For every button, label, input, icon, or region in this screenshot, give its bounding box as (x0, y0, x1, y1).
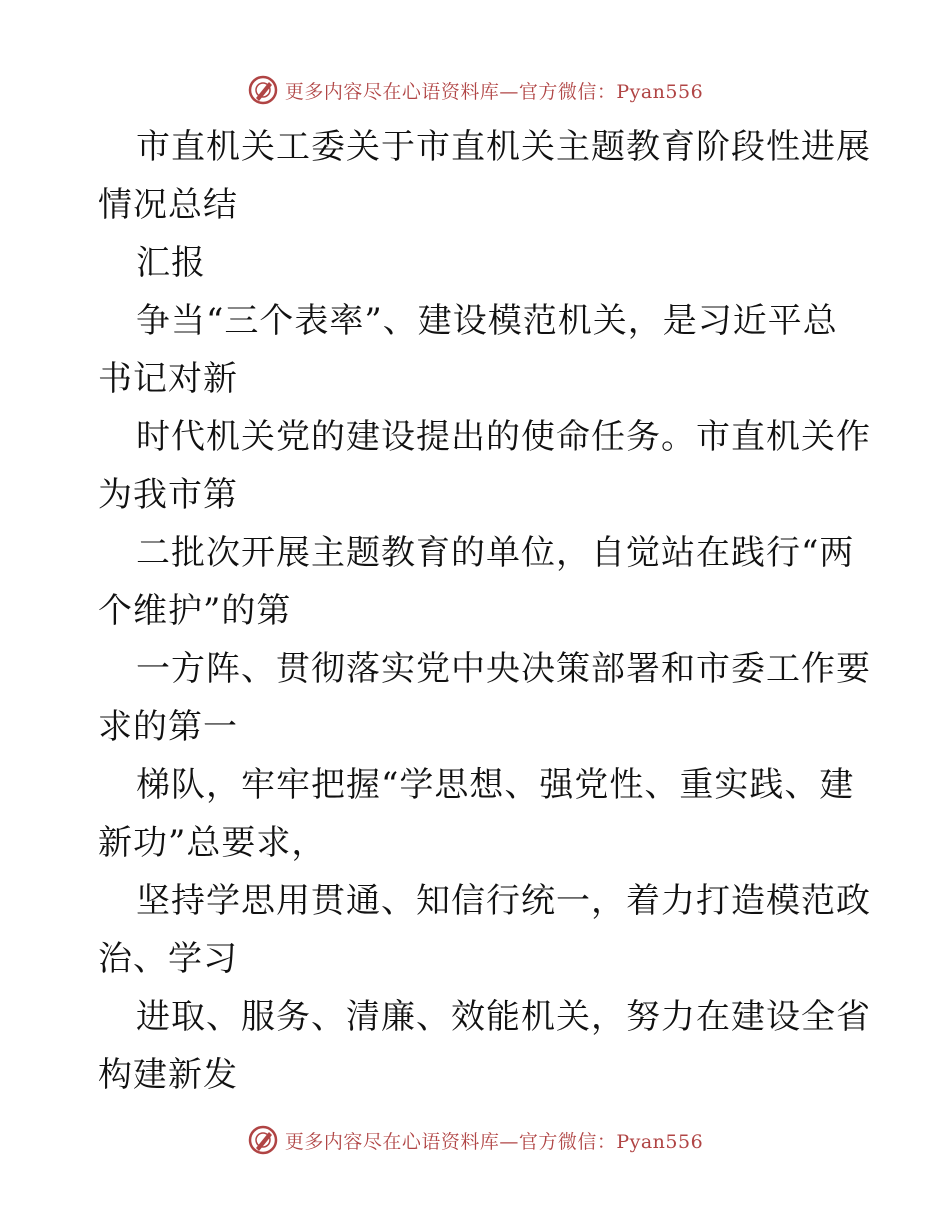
title-line-2: 情况总结 (98, 185, 238, 225)
document-body (98, 118, 871, 1104)
body-line: 时代机关党的建设提出的使命任务。市直机关作 (136, 417, 871, 457)
title-line-1: 市直机关工委关于市直机关主题教育阶段性进展 (136, 127, 871, 167)
footer-banner (0, 1120, 950, 1160)
body-line: 梯队，牢牢把握“学思想、强党性、重实践、建 (136, 765, 855, 805)
body-line: 一方阵、贯彻落实党中央决策部署和市委工作要 (136, 649, 871, 689)
pen-seal-icon (247, 1124, 279, 1156)
header-banner-text: 更多内容尽在心语资料库—官方微信：Pyan556 (284, 80, 704, 103)
body-line: 书记对新 (98, 359, 238, 399)
body-line: 个维护”的第 (98, 591, 292, 631)
body-line: 治、学习 (98, 939, 238, 979)
body-line: 坚持学思用贯通、知信行统一，着力打造模范政 (136, 881, 871, 921)
body-line: 构建新发 (98, 1055, 238, 1095)
body-line: 求的第一 (98, 707, 238, 747)
footer-banner-text: 更多内容尽在心语资料库—官方微信：Pyan556 (284, 1130, 704, 1153)
body-line: 进取、服务、清廉、效能机关，努力在建设全省 (136, 997, 871, 1037)
pen-seal-icon (247, 74, 279, 106)
body-line: 争当“三个表率”、建设模范机关，是习近平总 (136, 301, 838, 341)
body-line: 为我市第 (98, 475, 238, 515)
body-line: 新功”总要求， (98, 823, 327, 863)
body-line: 二批次开展主题教育的单位，自觉站在践行“两 (136, 533, 855, 573)
title-line-3: 汇报 (136, 243, 206, 283)
header-banner (0, 70, 950, 110)
